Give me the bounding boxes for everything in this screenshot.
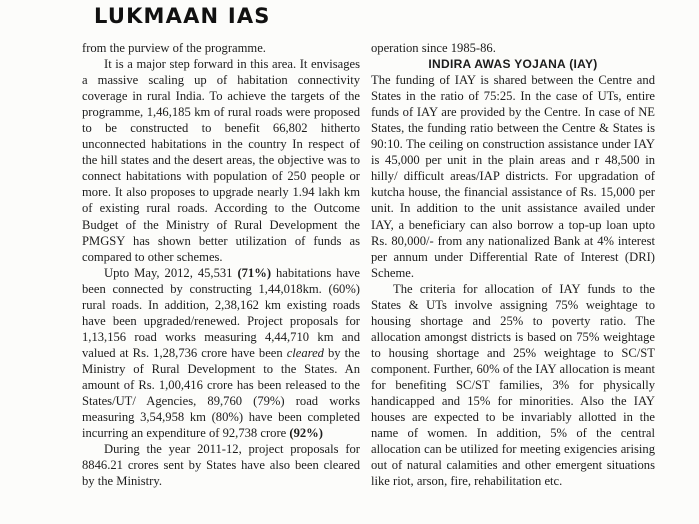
paragraph-pmgsy-overview: It is a major step forward in this area. It envisages a massive scaling up of habitation connectivity coverage in rural India. To achieve the targets of the programme, 1,46,185 km of rural roads were proposed to be constructed to benefit 66,802 hitherto unconnected habitations in the country In respect of the hill states and the desert areas, the objective was to connect habitations with population of 250 people or more. It also proposes to upgrade nearly 1.94 lakh km of existing rural roads. According to the Outcome Budget of the Ministry of Rural Development the PMGSY has shown better utilization of funds as compared to other schemes. (82, 57, 360, 264)
paragraph-pmgsy-progress (82, 265, 360, 442)
paragraph-2011-12: During the year 2011-12, project proposals for 8846.21 crores sent by States have also been cleared by the Ministry. (82, 442, 360, 489)
section-heading-iay: INDIRA AWAS YOJANA (IAY) (428, 57, 598, 72)
right-column (371, 40, 655, 489)
italic-word: cleared (286, 345, 324, 360)
bold-percentage: (92%) (289, 426, 323, 441)
paragraph-continuation: from the purview of the programme. (82, 41, 266, 55)
text-segment: by the Ministry of Rural Development to the States. An amount of Rs. 1,00,416 crore has been released to the States/UT/ Agencies, 89,760 (79%) road works measuring 3,54,958 km (80%) have been completed incurring an expenditure of 92,738 crore (82, 345, 360, 441)
brand-logo: LUKMAAN IAS (94, 4, 271, 28)
paragraph-continuation: operation since 1985-86. (371, 41, 496, 55)
text-segment: Upto May, 2012, 45,531 (104, 265, 238, 280)
paragraph-iay-funding: The funding of IAY is shared between the Centre and States in the ratio of 75:25. In the case of UTs, entire funds of IAY are provided by the Centre. In case of NE States, the funding ratio between the Centre & States is 90:10. The ceiling on construction assistance under IAY is 45,000 per unit in the plain areas and r 48,500 in hilly/ difficult areas/IAP districts. For upgradation of kutcha house, the financial assistance of Rs. 15,000 per unit. In addition to the unit assistance availed under IAY, a beneficiary can also borrow a top-up loan upto Rs. 80,000/- from any nationalized Bank at 4% interest per annum under Differential Rate of Interest (DRI) Scheme. (371, 73, 655, 280)
left-column (82, 40, 360, 489)
bold-percentage: (71%) (237, 265, 272, 280)
text-segment: habitations have been connected by constructing 1,44,018km. (60%) rural roads. In addition, 2,38,162 km existing roads have been upgraded/renewed. Project proposals for 1,13,156 road works measuring 4,44,710 km and valued at Rs. 1,28,736 crore have been (82, 265, 360, 360)
paragraph-iay-allocation: The criteria for allocation of IAY funds to the States & UTs involve assigning 75% weightage to housing shortage and 25% to poverty ratio. The allocation amongst districts is based on 75% weightage to housing shortage and 25% weightage to SC/ST component. Further, 60% of the IAY allocation is meant for benefiting SC/ST families, 3% for physically handicapped and 15% for minorities. Also the IAY houses are expected to be invariably allotted in the name of women. In addition, 5% of the central allocation can be utilized for meeting exigencies arising out of natural calamities and other emergent situations like riot, arson, fire, rehabilitation etc. (371, 281, 655, 489)
